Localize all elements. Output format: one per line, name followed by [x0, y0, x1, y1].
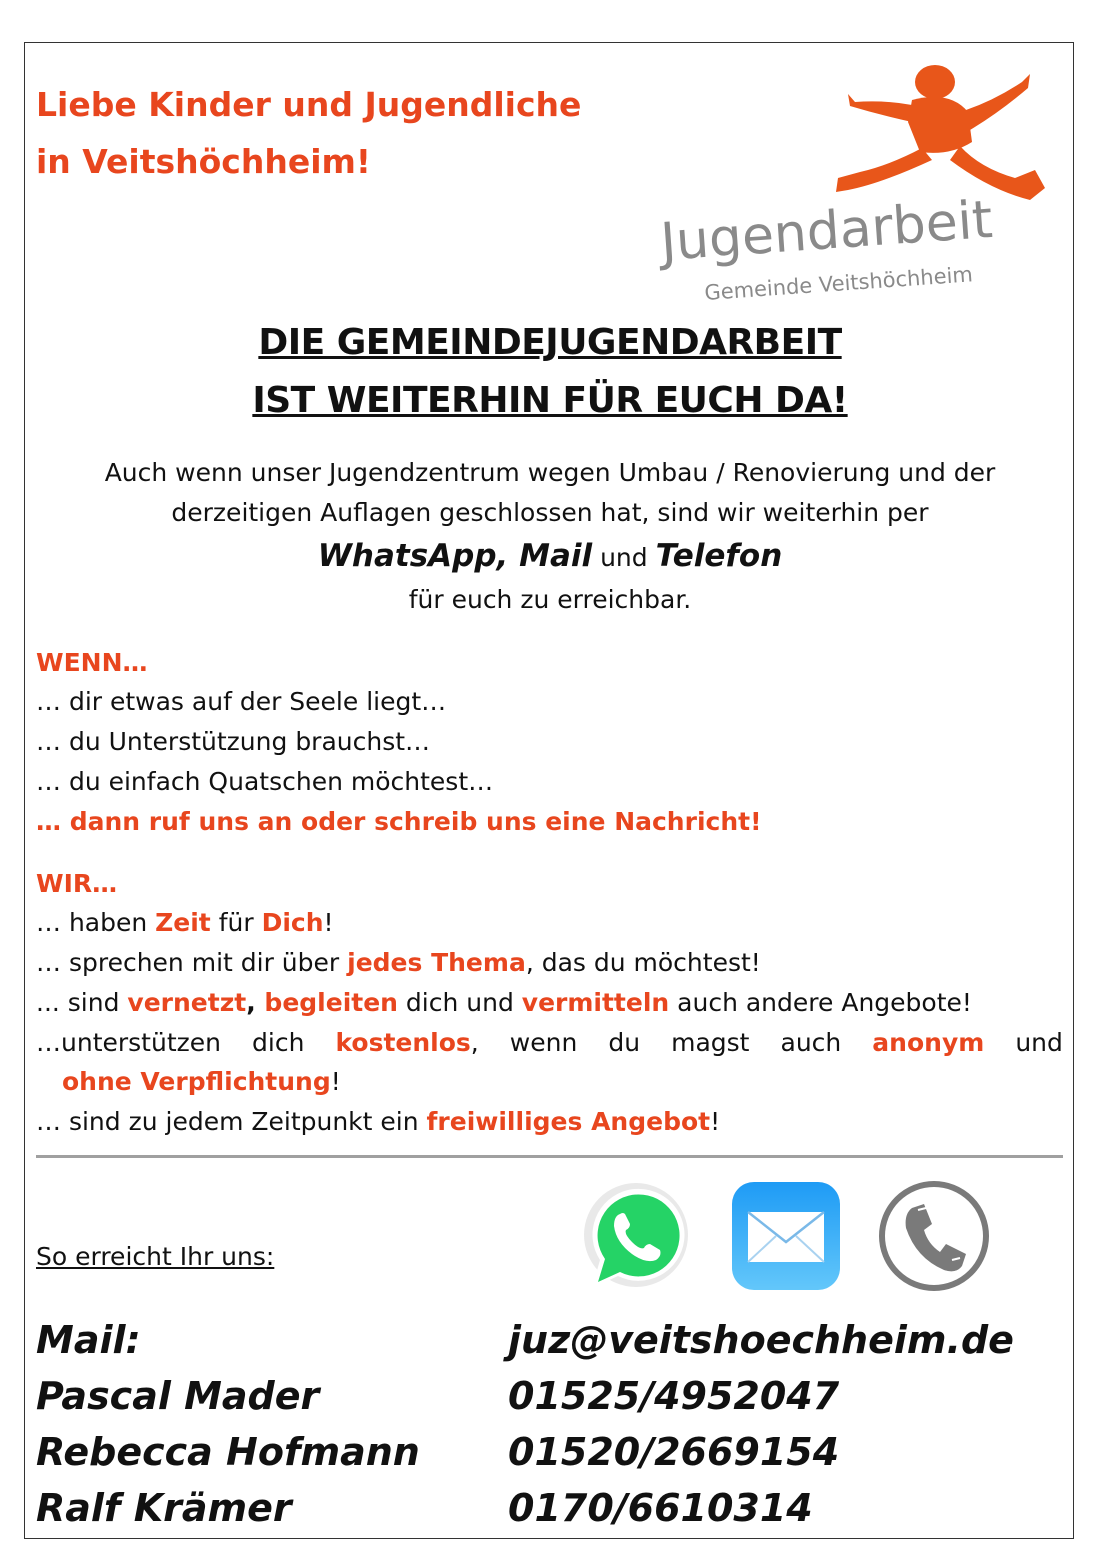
headline-line-1: DIE GEMEINDEJUGENDARBEIT [258, 322, 842, 363]
channels-b: Telefon [655, 538, 783, 574]
wir-l1-d: Dich [261, 908, 324, 937]
contact-label: So erreicht Ihr uns: [36, 1242, 275, 1271]
wir-l4-w2: dich [252, 1028, 305, 1057]
wir-l3-b: vernetzt [127, 988, 247, 1017]
jumping-figure-icon [836, 65, 1045, 200]
intro-line-4: für euch zu erreichbar. [408, 585, 692, 614]
wir-line-2 [36, 948, 761, 977]
wir-l1-a: … haben [36, 908, 156, 937]
logo-title: Jugendarbeit [658, 189, 995, 273]
wenn-item-3: … du einfach Quatschen möchtest… [36, 767, 494, 796]
wir-l6-a: … sind zu jedem Zeitpunkt ein [36, 1107, 427, 1136]
contact-value-3[interactable]: 0170/6610314 [508, 1486, 813, 1530]
wenn-heading: WENN… [36, 648, 148, 677]
wenn-cta: … dann ruf uns an oder schreib uns eine Nachricht! [36, 807, 762, 836]
wir-l4-w1: …unterstützen [36, 1028, 221, 1057]
wir-line-1 [36, 908, 334, 937]
wir-l1-c: für [210, 908, 262, 937]
wir-l4-w4: wenn [509, 1028, 578, 1057]
contact-name-2: Rebecca Hofmann [36, 1430, 420, 1474]
intro-line-1: Auch wenn unser Jugendzentrum wegen Umbau / Renovierung und der [104, 458, 996, 487]
phone-icon[interactable] [878, 1180, 990, 1292]
wir-l4-w7: auch [780, 1028, 842, 1057]
wir-heading: WIR… [36, 869, 118, 898]
wir-l3-f: vermitteln [521, 988, 670, 1017]
wir-l2-b: jedes Thema [347, 948, 526, 977]
headline-line-2: IST WEITERHIN FÜR EUCH DA! [252, 380, 848, 421]
wir-l4-w3b: , [470, 1028, 479, 1057]
contact-value-mail[interactable]: juz@veitshoechheim.de [508, 1318, 1014, 1362]
channels-and: und [592, 543, 656, 572]
wir-l3-e: dich und [397, 988, 522, 1017]
wir-line-4 [36, 1028, 1063, 1057]
wir-l3-d: begleiten [264, 988, 398, 1017]
wir-l3-a: ... sind [36, 988, 128, 1017]
wir-line-5 [62, 1067, 341, 1096]
greeting-line-1: Liebe Kinder und Jugendliche [36, 85, 582, 124]
contact-name-3: Ralf Krämer [36, 1486, 292, 1530]
wir-line-6 [36, 1107, 720, 1136]
wir-l3-g: auch andere Angebote! [669, 988, 972, 1017]
wir-l1-b: Zeit [155, 908, 211, 937]
greeting-line-2: in Veitshöchheim! [36, 142, 371, 181]
wir-l3-c: , [246, 988, 265, 1017]
wir-l4-w3: kostenlos [335, 1028, 471, 1057]
contact-name-1: Pascal Mader [36, 1374, 320, 1418]
wir-l2-a: … sprechen mit dir über [36, 948, 348, 977]
wir-l2-c: , das du möchtest! [525, 948, 761, 977]
wir-l4-w9: und [1015, 1028, 1063, 1057]
intro-channels [0, 538, 1100, 574]
wir-l5-b: ! [330, 1067, 341, 1096]
greeting [36, 76, 581, 190]
contact-value-1[interactable]: 01525/4952047 [508, 1374, 840, 1418]
wenn-item-2: … du Unterstützung brauchst… [36, 727, 431, 756]
whatsapp-icon[interactable] [578, 1180, 692, 1294]
wir-l5-a: ohne Verpflichtung [62, 1067, 331, 1096]
logo-subtitle: Gemeinde Veitshöchheim [703, 262, 974, 305]
divider [36, 1155, 1063, 1158]
wir-l1-e: ! [323, 908, 334, 937]
channels-a: WhatsApp, Mail [317, 538, 593, 574]
mail-icon[interactable] [730, 1180, 842, 1292]
wir-l4-w6: magst [671, 1028, 750, 1057]
wir-line-3 [36, 988, 972, 1017]
intro-line-2: derzeitigen Auflagen geschlossen hat, sind wir weiterhin per [171, 498, 929, 527]
wenn-item-1: … dir etwas auf der Seele liegt… [36, 687, 447, 716]
wir-l4-w8: anonym [872, 1028, 985, 1057]
wir-l6-c: ! [710, 1107, 721, 1136]
jugendarbeit-logo [650, 60, 1060, 310]
contact-name-mail: Mail: [36, 1318, 141, 1362]
wir-l6-b: freiwilliges Angebot [426, 1107, 711, 1136]
contact-value-2[interactable]: 01520/2669154 [508, 1430, 840, 1474]
wir-l4-w5: du [608, 1028, 641, 1057]
